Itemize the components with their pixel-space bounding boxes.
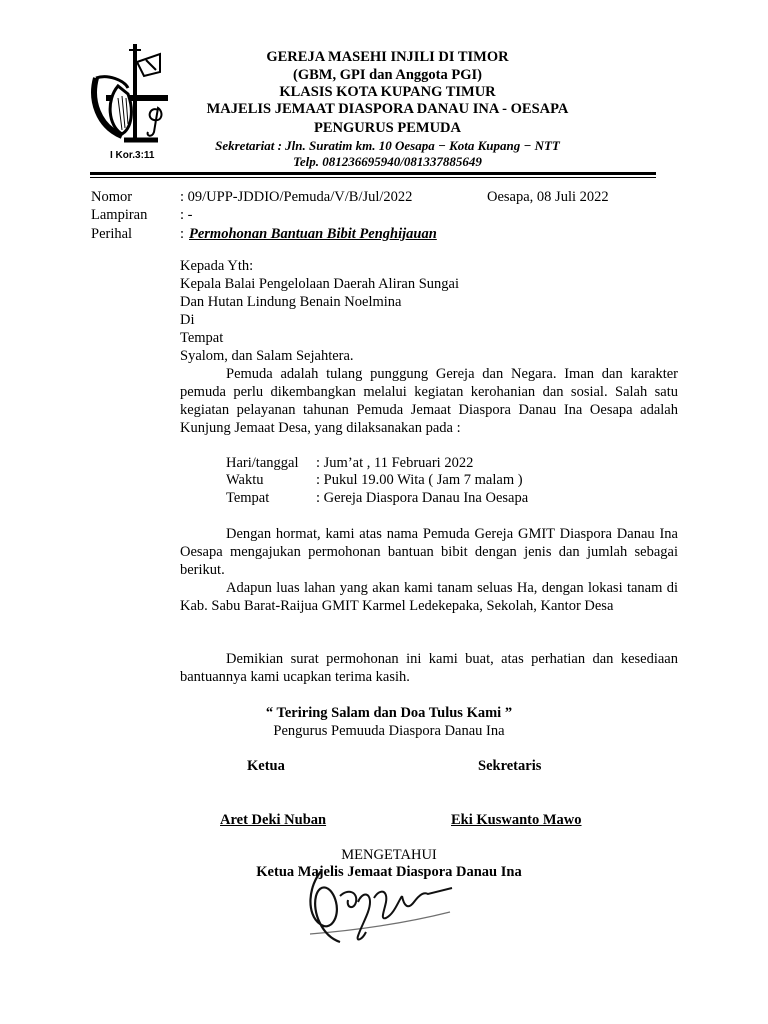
event-time-label: Waktu xyxy=(226,472,264,488)
perihal-label: Perihal xyxy=(91,226,133,242)
body-paragraph-2: Dengan hormat, kami atas nama Pemuda Gereja GMIT Diaspora Danau Ina Oesapa mengajukan permohonan bantuan bibit dengan jenis dan jumlah sebagai berikut. xyxy=(180,526,678,578)
church-name: GEREJA MASEHI INJILI DI TIMOR xyxy=(266,49,509,65)
header-divider-thin xyxy=(90,177,656,178)
event-day-value: : Jum’at , 11 Februari 2022 xyxy=(316,455,474,471)
closing-salutation: “ Teriring Salam dan Doa Tulus Kami ” xyxy=(265,705,513,721)
majelis-name: MAJELIS JEMAAT DIASPORA DANAU INA - OESAPA xyxy=(206,101,569,117)
header-divider-thick xyxy=(90,172,656,175)
event-place-label: Tempat xyxy=(226,490,270,506)
phone-numbers: Telp. 081236695940/081337885649 xyxy=(293,154,482,169)
body-paragraph-1: Pemuda adalah tulang punggung Gereja dan Negara. Iman dan karakter pemuda perlu dikembangkan melalui kegiatan kerohanian dan sosial. Salah satu kegiatan pelayanan tahunan Pemuda Jemaat Diaspora Danau Ina Oesapa adalah Kunjung Jemaat Desa, yang dilaksanakan pada : xyxy=(180,366,678,436)
recipient-title: Kepala Balai Pengelolaan Daerah Aliran Sungai xyxy=(180,276,460,292)
greeting: Syalom, dan Salam Sejahtera. xyxy=(180,348,354,364)
event-time-value: : Pukul 19.00 Wita ( Jam 7 malam ) xyxy=(316,472,523,488)
perihal-value: Permohonan Bantuan Bibit Penghijauan xyxy=(189,226,437,242)
church-logo xyxy=(88,40,178,166)
event-place-value: : Gereja Diaspora Danau Ina Oesapa xyxy=(316,490,529,506)
signature xyxy=(300,862,460,948)
klasis-name: KLASIS KOTA KUPANG TIMUR xyxy=(279,84,496,100)
ketua-title: Ketua xyxy=(247,758,285,774)
majelis-chair-title: Ketua Majelis Jemaat Diaspora Danau Ina xyxy=(256,864,522,880)
event-day-label: Hari/tanggal xyxy=(226,455,299,471)
closing-org: Pengurus Pemuuda Diaspora Danau Ina xyxy=(273,723,505,739)
logo-caption: I Kor.3:11 xyxy=(110,150,155,161)
body-paragraph-4: Demikian surat permohonan ini kami buat, atas perhatian dan kesediaan bantuannya kami ucapkan terima kasih. xyxy=(180,651,678,685)
lampiran-label: Lampiran xyxy=(91,207,148,223)
church-logo-icon xyxy=(88,40,178,152)
signature-icon xyxy=(300,862,460,948)
place-date: Oesapa, 08 Juli 2022 xyxy=(487,189,609,205)
lampiran-value: : - xyxy=(180,207,193,223)
recipient-salutation: Kepada Yth: xyxy=(180,258,254,274)
church-affiliation: (GBM, GPI dan Anggota PGI) xyxy=(293,67,482,83)
recipient-place: Tempat xyxy=(180,330,224,346)
body-paragraph-3: Adapun luas lahan yang akan kami tanam seluas Ha, dengan lokasi tanam di Kab. Sabu Barat-Raijua GMIT Karmel Ledekepaka, Sekolah, Kantor Desa xyxy=(180,580,678,614)
ketua-name: Aret Deki Nuban xyxy=(220,812,327,828)
recipient-di: Di xyxy=(180,312,195,328)
secretariat-address: Sekretariat : Jln. Suratim km. 10 Oesapa − Kota Kupang − NTT xyxy=(215,138,560,153)
sekretaris-name: Eki Kuswanto Mawo xyxy=(451,812,582,828)
nomor-label: Nomor xyxy=(91,189,133,205)
nomor-value: : 09/UPP-JDDIO/Pemuda/V/B/Jul/2022 xyxy=(180,189,413,205)
org-name: PENGURUS PEMUDA xyxy=(313,120,461,136)
mengetahui-label: MENGETAHUI xyxy=(341,847,437,863)
perihal-colon: : xyxy=(180,226,185,242)
sekretaris-title: Sekretaris xyxy=(478,758,542,774)
recipient-title-cont: Dan Hutan Lindung Benain Noelmina xyxy=(180,294,402,310)
